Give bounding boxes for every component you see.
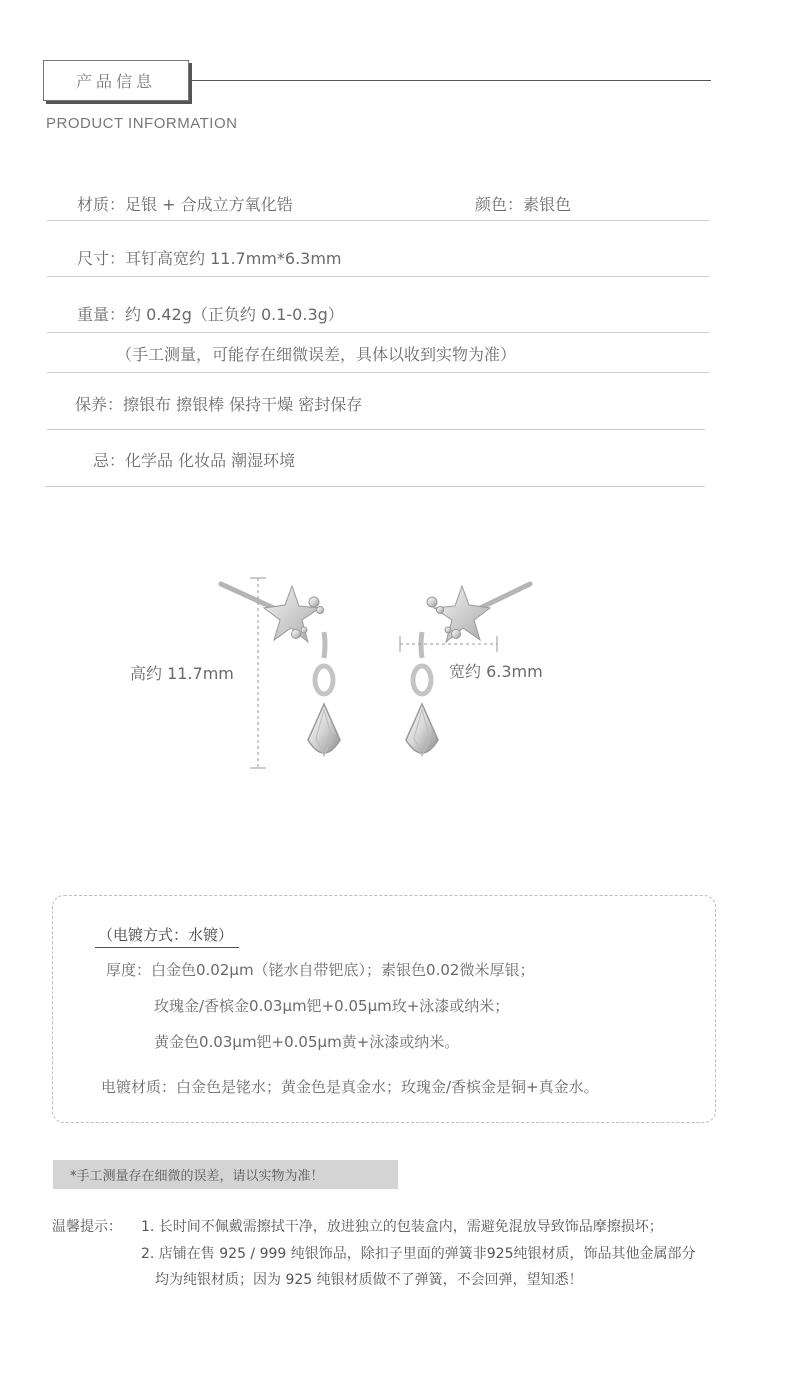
plating-material: 电镀材质：白金色是铑水；黄金色是真金水；玫瑰金/香槟金是铜+真金水。 bbox=[101, 1078, 599, 1096]
measurement-note: *手工测量存在细微的误差，请以实物为准！ bbox=[53, 1160, 398, 1189]
tip-item-2-cont: 均为纯银材质；因为 925 纯银材质做不了弹簧，不会回弹，望知悉！ bbox=[155, 1272, 583, 1288]
plating-thickness-line3: 黄金色0.03μm钯+0.05μm黄+泳漆或纳米。 bbox=[154, 1033, 460, 1051]
section-subtitle: PRODUCT INFORMATION bbox=[46, 115, 238, 132]
height-dimension-marker bbox=[250, 578, 266, 768]
header-divider bbox=[191, 80, 711, 81]
plating-title: （电镀方式：水镀） bbox=[95, 924, 239, 948]
spec-avoid: 忌：化学品 化妆品 潮湿环境 bbox=[93, 451, 296, 470]
tips-label: 温馨提示： bbox=[52, 1219, 122, 1235]
spec-material: 材质：足银 + 合成立方氧化锆 bbox=[77, 195, 293, 214]
spec-weight: 重量：约 0.42g（正负约 0.1-0.3g） bbox=[77, 305, 344, 324]
section-title: 产品信息 bbox=[75, 72, 156, 91]
spec-care: 保养：擦银布 擦银棒 保持干燥 密封保存 bbox=[75, 395, 363, 414]
left-earring bbox=[221, 584, 340, 756]
spec-weight-note: （手工测量，可能存在细微误差，具体以收到实物为准） bbox=[116, 345, 517, 364]
spec-size: 尺寸：耳钉高宽约 11.7mm*6.3mm bbox=[77, 249, 342, 268]
plating-thickness-line2: 玫瑰金/香槟金0.03μm钯+0.05μm玫+泳漆或纳米； bbox=[154, 997, 510, 1015]
height-label: 高约 11.7mm bbox=[130, 664, 234, 683]
row-divider bbox=[47, 332, 709, 333]
row-divider bbox=[47, 429, 705, 430]
tip-item-2: 2. 店铺在售 925 / 999 纯银饰品，除扣子里面的弹簧非925纯银材质，饰品其他金属部分 bbox=[141, 1246, 696, 1262]
row-divider bbox=[47, 276, 709, 277]
row-divider bbox=[47, 220, 709, 221]
spec-color: 颜色：素银色 bbox=[475, 195, 572, 214]
plating-thickness-line1: 厚度：白金色0.02μm（铑水自带钯底）；素银色0.02微米厚银； bbox=[106, 961, 535, 979]
row-divider bbox=[45, 486, 705, 487]
section-title-box bbox=[43, 60, 189, 101]
width-label: 宽约 6.3mm bbox=[449, 662, 543, 681]
row-divider bbox=[47, 372, 709, 373]
tip-item-1: 1. 长时间不佩戴需擦拭干净，放进独立的包装盒内，需避免混放导致饰品摩擦损坏； bbox=[141, 1219, 663, 1235]
